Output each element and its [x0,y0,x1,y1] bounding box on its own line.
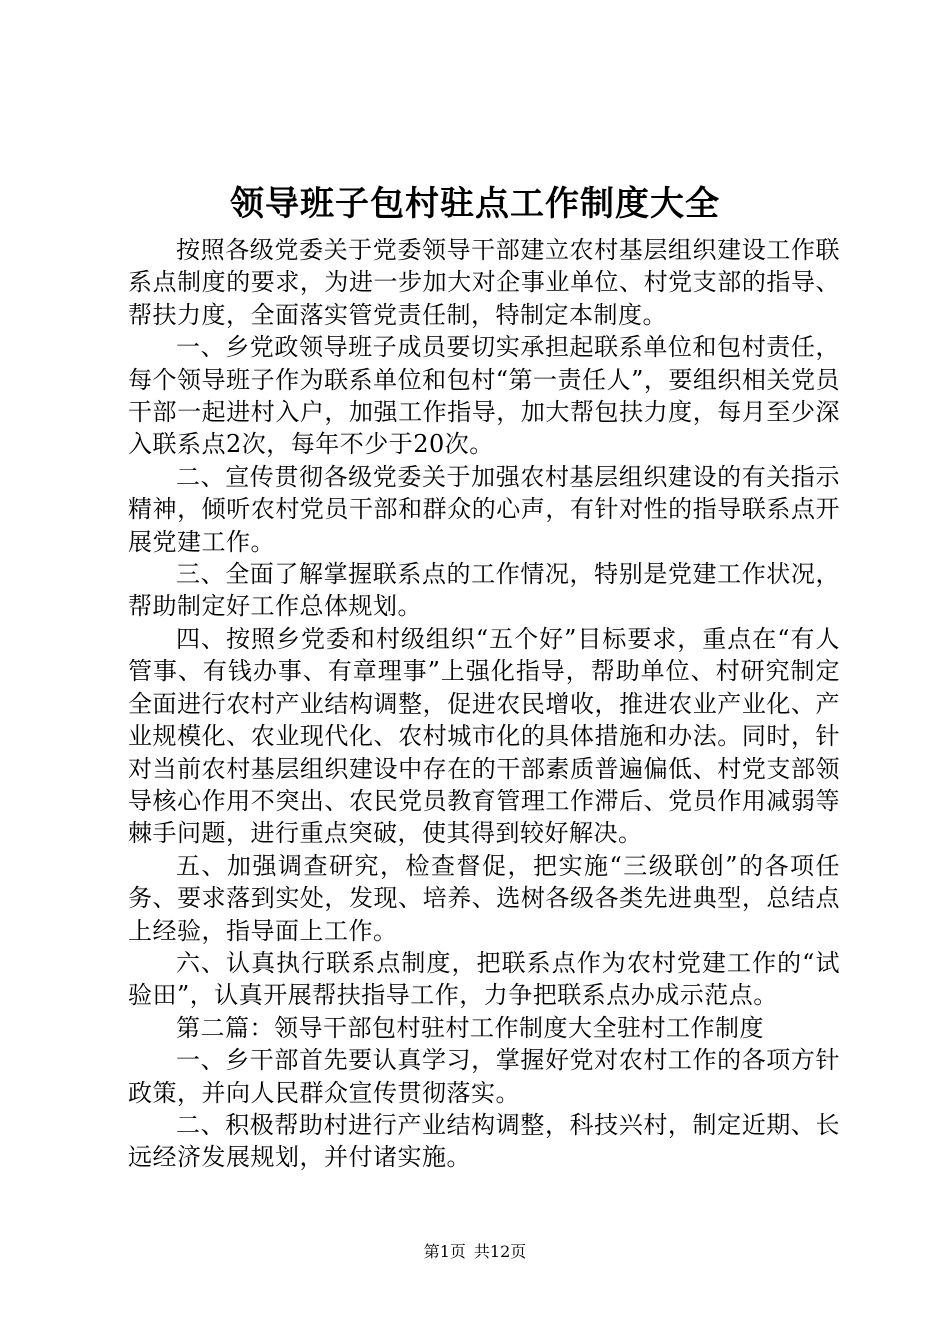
paragraph-item-6: 六、认真执行联系点制度，把联系点作为农村党建工作的“试验田”，认真开展帮扶指导工作，力争把联系点办成示范点。 [128,948,840,1010]
paragraph-item-3: 三、全面了解掌握联系点的工作情况，特别是党建工作状况，帮助制定好工作总体规划。 [128,560,840,621]
page-total: 共12页 [473,1242,527,1261]
paragraph-part-two-item-2: 二、积极帮助村进行产业结构调整，科技兴村，制定近期、长远经济发展规划，并付诸实施。 [128,1110,840,1172]
section-heading-part-two: 第二篇：领导干部包村驻村工作制度大全驻村工作制度 [176,1013,764,1042]
paragraph-item-4: 四、按照乡党委和村级组织“五个好”目标要求，重点在“有人管事、有钱办事、有章理事”上强化指导，帮助单位、村研究制定全面进行农村产业结构调整，促进农民增收，推进农业产业化、产业规模化、农业现代化、农村城市化的具体措施和办法。同时，针对当前农村基层组织建设中存在的干部素质普遍偏低、村党支部领导核心作用不突出、农民党员教育管理工作滞后、党员作用减弱等棘手问题，进行重点突破，使其得到较好解决。 [128,624,840,848]
paragraph-item-1: 一、乡党政领导班子成员要切实承担起联系单位和包村责任，每个领导班子作为联系单位和包村“第一责任人”，要组织相关党员干部一起进村入户，加强工作指导，加大帮包扶力度，每月至少深入联系点2次，每年不少于20次。 [128,333,840,459]
paragraph-item-2: 二、宣传贯彻各级党委关于加强农村基层组织建设的有关指示精神，倾听农村党员干部和群众的心声，有针对性的指导联系点开展党建工作。 [128,462,840,556]
paragraph-item-5: 五、加强调查研究，检查督促，把实施“三级联创”的各项任务、要求落到实处，发现、培养、选树各级各类先进典型，总结点上经验，指导面上工作。 [128,851,840,945]
document-title: 领导班子包村驻点工作制度大全 [230,184,720,224]
page-footer [0,1240,950,1264]
paragraph-intro: 按照各级党委关于党委领导干部建立农村基层组织建设工作联系点制度的要求，为进一步加大对企事业单位、村党支部的指导、帮扶力度，全面落实管党责任制，特制定本制度。 [128,236,840,329]
page-number: 第1页 [423,1242,466,1261]
paragraph-part-two-item-1: 一、乡干部首先要认真学习，掌握好党对农村工作的各项方针政策，并向人民群众宣传贯彻落实。 [128,1046,840,1107]
document-body [128,234,840,1174]
